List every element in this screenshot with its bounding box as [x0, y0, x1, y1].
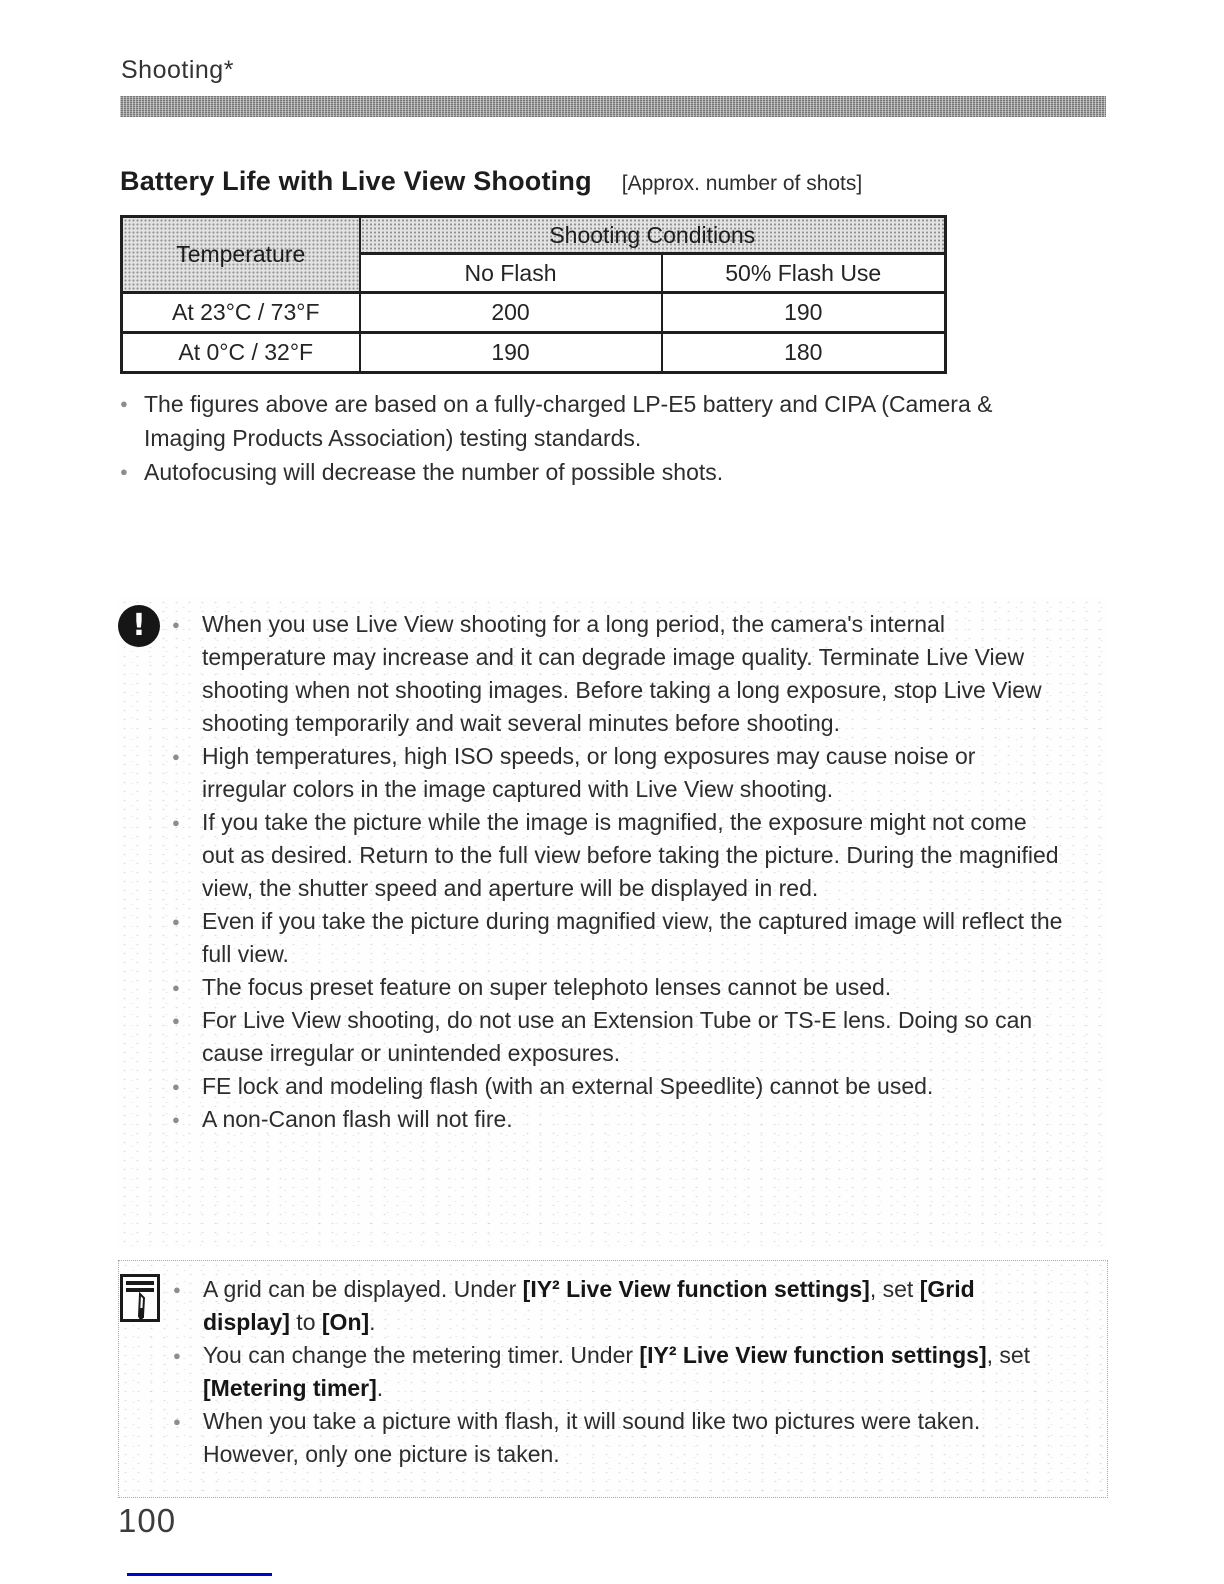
- caution-text: When you use Live View shooting for a long period, the camera's internal temperature may increase and it can degrade image quality. Terminate Live View shooting when not shooting images. Before taking a long exposure, stop Live View shooting temporarily and wait several minutes before shooting.: [202, 611, 1042, 736]
- caution-item: [172, 740, 1064, 806]
- bullet-icon: ●: [120, 464, 128, 479]
- header-divider-bar: [120, 96, 1106, 117]
- table-row: [122, 333, 946, 373]
- table-header-flash-use: 50% Flash Use: [662, 254, 946, 293]
- table-row: [122, 293, 946, 333]
- note-icon: [120, 1274, 160, 1322]
- page-subtitle: [Approx. number of shots]: [621, 172, 863, 195]
- page-number: 100: [118, 1502, 177, 1539]
- table-footnotes: [120, 387, 1020, 489]
- caution-text: A non-Canon flash will not fire.: [202, 1106, 513, 1132]
- footnote-text: Autofocusing will decrease the number of possible shots.: [144, 459, 724, 485]
- bullet-icon: ●: [172, 749, 180, 764]
- cell-flash-use: 180: [662, 333, 946, 373]
- caution-text: Even if you take the picture during magnified view, the captured image will reflect the full view.: [202, 908, 1063, 967]
- note-box: [118, 1260, 1108, 1498]
- bullet-icon: ●: [172, 617, 180, 632]
- bullet-icon: ●: [172, 980, 180, 995]
- caution-item: [172, 971, 1064, 1004]
- bullet-icon: ●: [172, 1079, 180, 1094]
- caution-text: High temperatures, high ISO speeds, or long exposures may cause noise or irregular colors in the image captured with Live View shooting.: [202, 743, 976, 802]
- caution-item: [172, 1004, 1064, 1070]
- caution-list: [172, 608, 1064, 1136]
- footnote-text: The figures above are based on a fully-charged LP-E5 battery and CIPA (Camera & Imaging Products Association) testing standards.: [144, 391, 993, 451]
- caution-item: [172, 608, 1064, 740]
- caution-text: If you take the picture while the image is magnified, the exposure might not come out as desired. Return to the full view before taking the picture. During the magnified view, the shutter speed and aperture will be displayed in red.: [202, 809, 1059, 901]
- cell-flash-use: 190: [662, 293, 946, 333]
- note-item: [173, 1273, 1065, 1339]
- bullet-icon: ●: [173, 1348, 181, 1363]
- note-text: A grid can be displayed. Under [IY² Live View function settings], set [Grid display] to [On].: [203, 1276, 975, 1335]
- caution-item: [172, 1103, 1064, 1136]
- note-text: When you take a picture with flash, it will sound like two pictures were taken. However, only one picture is taken.: [203, 1408, 981, 1467]
- caution-box: [118, 598, 1108, 1248]
- note-text: You can change the metering timer. Under [IY² Live View function settings], set [Metering timer].: [203, 1342, 1031, 1401]
- bullet-icon: ●: [173, 1282, 181, 1297]
- caution-item: [172, 905, 1064, 971]
- table-header-temperature: Temperature: [122, 217, 360, 293]
- cell-no-flash: 200: [360, 293, 662, 333]
- bullet-icon: ●: [172, 815, 180, 830]
- table-header-no-flash: No Flash: [360, 254, 662, 293]
- setup-menu-2-icon: IY²: [647, 1342, 677, 1368]
- note-list: [173, 1273, 1065, 1471]
- list-item: [120, 455, 1020, 489]
- caution-item: [172, 806, 1064, 905]
- bullet-icon: ●: [173, 1414, 181, 1429]
- row-label: At 23°C / 73°F: [122, 293, 360, 333]
- setup-menu-2-icon: IY²: [530, 1276, 560, 1302]
- cell-no-flash: 190: [360, 333, 662, 373]
- page-title: Battery Life with Live View Shooting: [120, 166, 592, 196]
- caution-text: The focus preset feature on super telephoto lenses cannot be used.: [202, 974, 892, 1000]
- table-header-shooting-conditions: Shooting Conditions: [360, 217, 946, 254]
- bullet-icon: ●: [120, 396, 128, 411]
- bullet-icon: ●: [172, 1013, 180, 1028]
- footer-blue-rule: [127, 1573, 272, 1576]
- bullet-icon: ●: [172, 914, 180, 929]
- list-item: [120, 387, 1020, 455]
- note-item: [173, 1339, 1065, 1405]
- caution-item: [172, 1070, 1064, 1103]
- chapter-title: Shooting*: [121, 56, 234, 84]
- bullet-icon: ●: [172, 1112, 180, 1127]
- row-label: At 0°C / 32°F: [122, 333, 360, 373]
- note-item: [173, 1405, 1065, 1471]
- section-heading: [120, 166, 1110, 197]
- caution-icon: !: [118, 605, 160, 647]
- chapter-header: [121, 56, 234, 85]
- caution-text: For Live View shooting, do not use an Extension Tube or TS-E lens. Doing so can cause irregular or unintended exposures.: [202, 1007, 1033, 1066]
- battery-life-table: [120, 215, 947, 374]
- caution-text: FE lock and modeling flash (with an external Speedlite) cannot be used.: [202, 1073, 934, 1099]
